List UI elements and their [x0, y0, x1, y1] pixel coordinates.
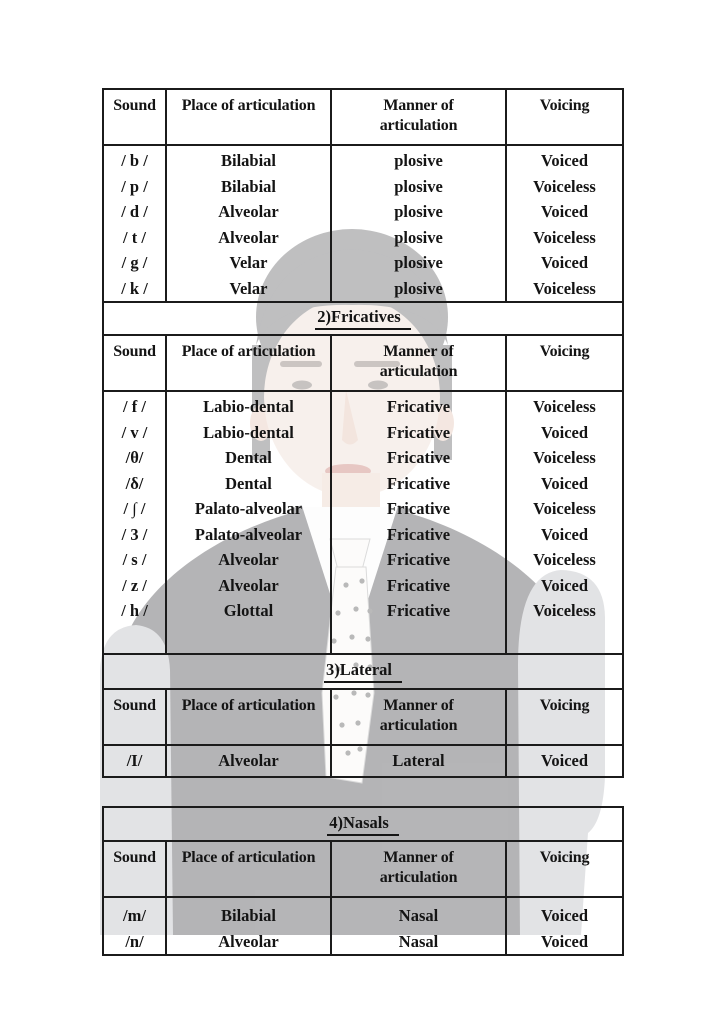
sound-value: / z /	[122, 575, 147, 595]
manner-column	[331, 145, 506, 302]
place-value: Palato-alveolar	[194, 499, 303, 518]
lateral-banner-row	[103, 654, 623, 689]
voicing-value: Voiced	[540, 253, 589, 272]
manner-value: Fricative	[386, 550, 451, 569]
col-header-voicing: Voicing	[506, 89, 623, 145]
voicing-value: Voiced	[540, 751, 589, 770]
table-plosives-fricatives-lateral	[102, 88, 624, 778]
voicing-value: Voiceless	[533, 176, 596, 196]
col-header-sound: Sound	[103, 335, 166, 391]
sound-value: /n/	[125, 931, 144, 951]
sound-value: / b /	[121, 151, 148, 170]
place-value: Alveolar	[218, 751, 279, 770]
sound-value: / t /	[123, 227, 146, 247]
sound-value: /m/	[123, 906, 146, 925]
fricatives-banner-cell	[103, 302, 623, 335]
place-value: Alveolar	[218, 202, 279, 221]
plosives-header-row	[103, 89, 623, 145]
col-header-sound: Sound	[103, 841, 166, 897]
voicing-value: Voiced	[540, 473, 589, 493]
sound-column	[103, 145, 166, 302]
sound-column	[103, 897, 166, 955]
sound-value: / f /	[123, 397, 146, 416]
manner-value: plosive	[394, 278, 443, 298]
place-value: Glottal	[223, 601, 274, 620]
manner-value: Fricative	[386, 575, 451, 595]
fricatives-data-row	[103, 391, 623, 654]
fricatives-banner-row	[103, 302, 623, 335]
place-value: Alveolar	[218, 227, 279, 247]
voicing-value: Voiced	[540, 151, 589, 170]
voicing-value: Voiced	[540, 906, 589, 925]
sound-value: /δ/	[125, 473, 144, 493]
phonetics-tables	[102, 88, 622, 956]
voicing-value: Voiced	[540, 524, 589, 544]
col-header-place: Place of articulation	[166, 841, 331, 897]
fricatives-header-row	[103, 335, 623, 391]
fricatives-title: 2)Fricatives	[315, 307, 410, 330]
nasals-title: 4)Nasals	[327, 813, 399, 836]
sound-value: / p /	[121, 176, 148, 196]
place-value: Dental	[225, 448, 272, 467]
nasals-header-row	[103, 841, 623, 897]
sound-value: / g /	[121, 253, 148, 272]
lateral-banner-cell	[103, 654, 623, 689]
sound-value: / 3 /	[121, 524, 148, 544]
manner-value: plosive	[394, 202, 443, 221]
voicing-column	[506, 897, 623, 955]
manner-value: Lateral	[392, 751, 445, 770]
sound-value: / v /	[121, 422, 148, 442]
place-value: Bilabial	[220, 176, 277, 196]
manner-value: plosive	[394, 151, 443, 170]
col-header-manner: Manner of articulation	[331, 89, 506, 145]
lateral-title: 3)Lateral	[324, 660, 402, 683]
voicing-value: Voiceless	[533, 278, 596, 298]
sound-value: /θ/	[125, 448, 144, 467]
place-column	[166, 391, 331, 654]
nasals-data-row	[103, 897, 623, 955]
col-header-place: Place of articulation	[166, 335, 331, 391]
voicing-value: Voiced	[540, 931, 589, 951]
sound-value: /I/	[126, 751, 143, 770]
lateral-header-row	[103, 689, 623, 745]
manner-value: Fricative	[386, 422, 451, 442]
place-column	[166, 145, 331, 302]
place-value: Dental	[225, 473, 272, 493]
plosives-data-row	[103, 145, 623, 302]
lateral-data-row	[103, 745, 623, 777]
voicing-value: Voiced	[540, 202, 589, 221]
place-value: Bilabial	[220, 906, 277, 925]
place-value: Alveolar	[218, 931, 279, 951]
table-nasals	[102, 806, 624, 956]
col-header-place: Place of articulation	[166, 89, 331, 145]
voicing-value: Voiced	[540, 575, 589, 595]
voicing-value: Voiceless	[533, 601, 596, 620]
nasals-banner-cell	[103, 807, 623, 841]
voicing-value: Voiceless	[533, 550, 596, 569]
col-header-voicing: Voicing	[506, 841, 623, 897]
place-value: Labio-dental	[203, 422, 294, 442]
col-header-manner: Manner of articulation	[331, 689, 506, 745]
col-header-place: Place of articulation	[166, 689, 331, 745]
col-header-manner: Manner of articulation	[331, 841, 506, 897]
voicing-value: Voiceless	[533, 499, 596, 518]
voicing-column	[506, 145, 623, 302]
sound-value: / d /	[121, 202, 148, 221]
place-value: Velar	[229, 253, 268, 272]
place-value: Bilabial	[220, 151, 277, 170]
place-value: Alveolar	[218, 575, 279, 595]
manner-value: Fricative	[386, 448, 451, 467]
nasals-banner-row	[103, 807, 623, 841]
manner-column	[331, 391, 506, 654]
manner-value: Nasal	[398, 906, 439, 925]
col-header-voicing: Voicing	[506, 689, 623, 745]
col-header-manner: Manner of articulation	[331, 335, 506, 391]
sound-value: / h /	[121, 601, 148, 620]
place-column	[166, 897, 331, 955]
place-value: Palato-alveolar	[194, 524, 303, 544]
manner-column	[331, 745, 506, 777]
voicing-column	[506, 745, 623, 777]
manner-value: Fricative	[386, 601, 451, 620]
sound-value: / k /	[121, 278, 148, 298]
place-value: Velar	[229, 278, 268, 298]
manner-value: plosive	[394, 253, 443, 272]
manner-value: plosive	[394, 176, 443, 196]
place-column	[166, 745, 331, 777]
col-header-sound: Sound	[103, 89, 166, 145]
sound-column	[103, 391, 166, 654]
col-header-sound: Sound	[103, 689, 166, 745]
manner-column	[331, 897, 506, 955]
place-value: Alveolar	[218, 550, 279, 569]
voicing-value: Voiceless	[533, 397, 596, 416]
sound-value: / s /	[122, 550, 147, 569]
manner-value: Fricative	[386, 524, 451, 544]
manner-value: plosive	[394, 227, 443, 247]
manner-value: Fricative	[386, 397, 451, 416]
voicing-value: Voiceless	[533, 227, 596, 247]
voicing-value: Voiced	[540, 422, 589, 442]
place-value: Labio-dental	[203, 397, 294, 416]
voicing-column	[506, 391, 623, 654]
manner-value: Fricative	[386, 499, 451, 518]
sound-value: / ∫ /	[123, 499, 146, 518]
sound-column	[103, 745, 166, 777]
manner-value: Fricative	[386, 473, 451, 493]
col-header-voicing: Voicing	[506, 335, 623, 391]
manner-value: Nasal	[398, 931, 439, 951]
voicing-value: Voiceless	[533, 448, 596, 467]
